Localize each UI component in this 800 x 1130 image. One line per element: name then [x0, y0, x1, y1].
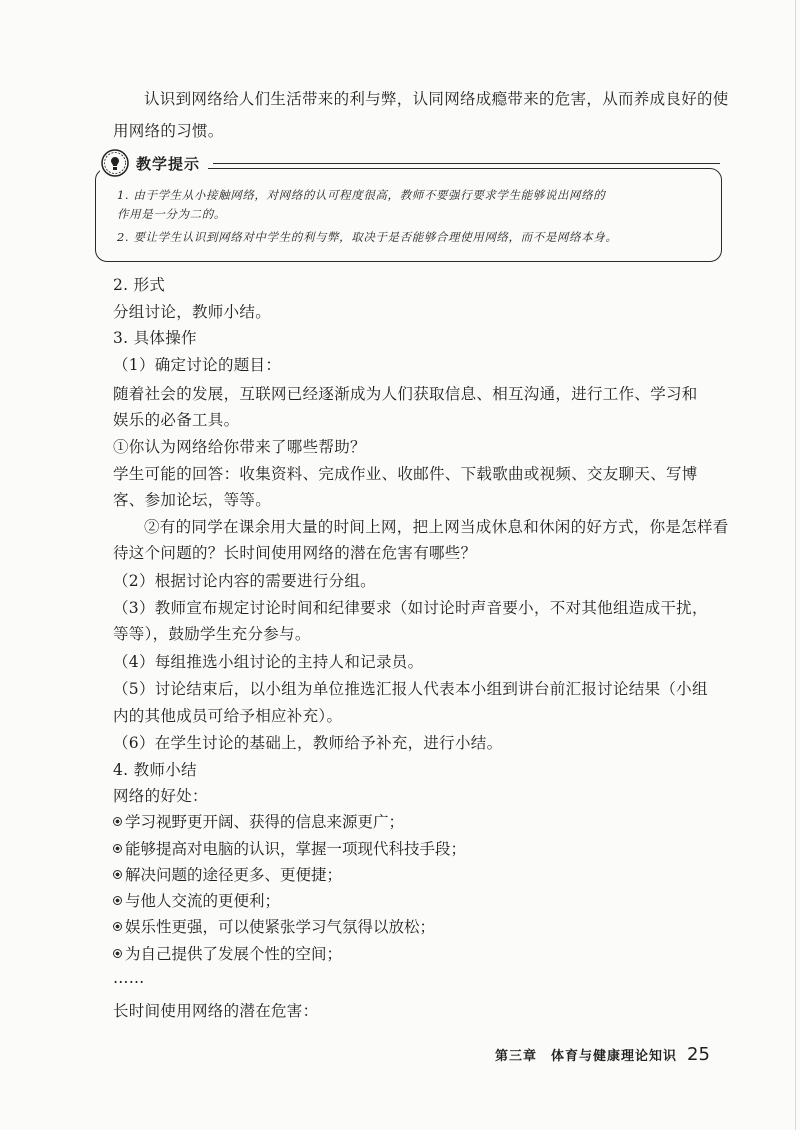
tip-header-rule — [213, 163, 720, 164]
footer-chapter-title: 第三章 体育与健康理论知识 — [495, 1049, 678, 1064]
question-2-line-b: 待这个问题的？长时间使用网络的潜在危害有哪些？ — [113, 544, 477, 562]
step-4: （4）每组推选小组讨论的主持人和记录员。 — [113, 653, 424, 671]
tip-item-2: 2. 要让学生认识到网络对中学生的利与弊，取决于是否能够合理使用网络，而不是网络本身。 — [117, 230, 618, 244]
benefit-item: 能够提高对电脑的认识，掌握一项现代科技手段； — [113, 838, 466, 860]
bullet-icon — [113, 817, 122, 826]
form-heading: 2. 形式 — [113, 276, 166, 294]
tip-item-1-line-2: 作用是一分为二的。 — [117, 207, 226, 221]
question-1: ①你认为网络给你带来了哪些帮助？ — [113, 438, 366, 456]
page-footer — [495, 1044, 710, 1065]
teaching-tip-title: 教学提示 — [136, 154, 201, 173]
tip-item-1-line-1: 1. 由于学生从小接触网络，对网络的认可程度很高，教师不要强行要求学生能够说出网络的 — [117, 188, 606, 202]
step-2: （2）根据讨论内容的需要进行分组。 — [113, 572, 376, 590]
benefit-item: 为自己提供了发展个性的空间； — [113, 943, 342, 965]
step-5-line-a: （5）讨论结束后，以小组为单位推选汇报人代表本小组到讲台前汇报讨论结果（小组 — [113, 680, 708, 698]
teaching-tip-header — [100, 146, 208, 180]
ellipsis: …… — [113, 969, 145, 987]
step-1: （1）确定讨论的题目： — [113, 356, 282, 374]
question-2-line-a: ②有的同学在课余用大量的时间上网，把上网当成休息和休闲的好方式，你是怎样看 — [144, 518, 729, 536]
ops-heading: 3. 具体操作 — [113, 329, 197, 347]
bullet-icon — [113, 870, 122, 879]
answer-line-a: 学生可能的回答：收集资料、完成作业、收邮件、下载歌曲或视频、交友聊天、写博 — [113, 465, 698, 483]
tip-lightbulb-icon — [100, 148, 130, 178]
harms-heading: 长时间使用网络的潜在危害： — [113, 1002, 319, 1020]
page-edge-line — [795, 0, 796, 1130]
benefit-item: 学习视野更开阔、获得的信息来源更广； — [113, 811, 404, 833]
bullet-icon — [113, 922, 122, 931]
intro-line-2: 用网络的习惯。 — [113, 122, 224, 140]
step-1-text-b: 娱乐的必备工具。 — [113, 411, 240, 429]
bullet-icon — [113, 844, 122, 853]
benefit-item: 解决问题的途径更多、更便捷； — [113, 864, 342, 886]
step-3-line-b: 等等），鼓励学生充分参与。 — [113, 625, 311, 643]
page-number: 25 — [687, 1044, 710, 1065]
step-5-line-b: 内的其他成员可给予相应补充）。 — [113, 707, 343, 725]
summary-heading: 4. 教师小结 — [113, 761, 197, 779]
benefits-heading: 网络的好处： — [113, 787, 208, 805]
bullet-icon — [113, 949, 122, 958]
step-6: （6）在学生讨论的基础上，教师给予补充，进行小结。 — [113, 734, 503, 752]
step-1-text-a: 随着社会的发展，互联网已经逐渐成为人们获取信息、相互沟通，进行工作、学习和 — [113, 385, 698, 403]
form-text: 分组讨论，教师小结。 — [113, 303, 272, 321]
step-3-line-a: （3）教师宣布规定讨论时间和纪律要求（如讨论时声音要小，不对其他组造成干扰， — [113, 599, 708, 617]
bullet-icon — [113, 896, 122, 905]
intro-line-1: 认识到网络给人们生活带来的利与弊，认同网络成瘾带来的危害，从而养成良好的使 — [144, 90, 729, 108]
benefit-item: 娱乐性更强，可以使紧张学习气氛得以放松； — [113, 916, 435, 938]
answer-line-b: 客、参加论坛，等等。 — [113, 491, 272, 509]
benefit-item: 与他人交流的更便利； — [113, 890, 280, 912]
